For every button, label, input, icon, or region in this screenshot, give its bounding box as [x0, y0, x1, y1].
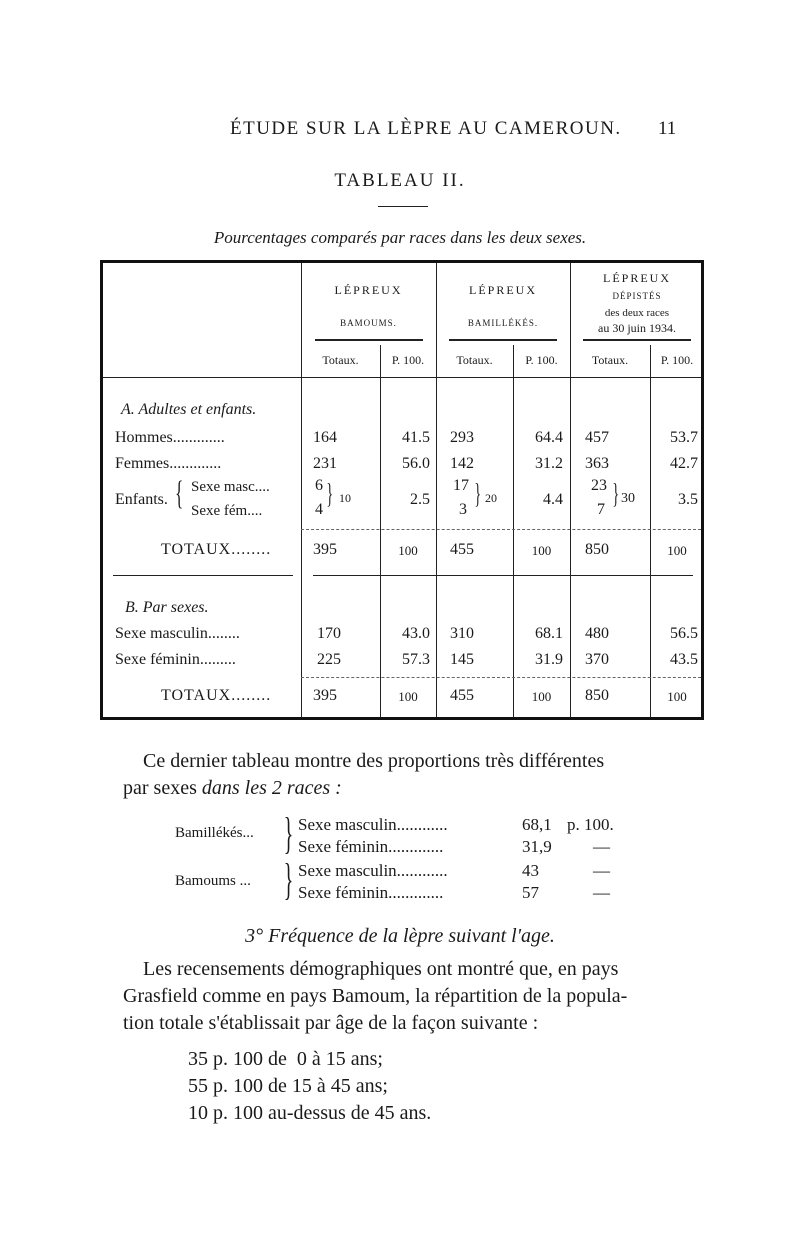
list-label: Sexe féminin............. [298, 837, 444, 856]
subtotal-rule [301, 529, 701, 530]
cell-value: 145 [450, 651, 474, 668]
list-label: Sexe féminin............. [298, 883, 444, 902]
group-bamillekes-subtitle: BAMILLÉKÉS. [467, 318, 539, 328]
group-bamoums-title: LÉPREUX [334, 283, 403, 297]
list-value: 57 [522, 883, 539, 902]
age-line: 35 p. 100 de 0 à 15 ans; [188, 1048, 383, 1070]
cell-value: 100 [398, 689, 418, 704]
cell-value: 170 [317, 625, 341, 642]
group-brace [449, 339, 557, 341]
brace: } [283, 855, 294, 904]
cell-value: 100 [531, 543, 552, 558]
brace: } [612, 479, 620, 510]
row-label: Femmes............. [115, 455, 222, 472]
cell-value: 100 [667, 543, 687, 558]
cell-value: 10 [339, 491, 351, 505]
brace: } [283, 809, 294, 858]
cell-value: 57.3 [402, 651, 430, 668]
paragraph-line: Grasfield comme en pays Bamoum, la répartition de la popula- [123, 985, 628, 1007]
cell-value: 850 [585, 541, 609, 558]
cell-value: 395 [313, 541, 337, 558]
cell-value: 17 [453, 477, 469, 494]
group-bamoums-subtitle: BAMOUMS. [340, 318, 397, 328]
title-rule [378, 206, 428, 207]
cell-value: 64.4 [535, 429, 563, 446]
cell-value: 370 [585, 651, 609, 668]
col-header-totaux: Totaux. [591, 353, 629, 367]
cell-value: 4 [315, 501, 323, 518]
column-divider [301, 263, 302, 717]
cell-value: 164 [313, 429, 337, 446]
paragraph-line: tion totale s'établissait par âge de la façon suivante : [123, 1012, 539, 1034]
cell-value: 225 [317, 651, 341, 668]
section-rule [313, 575, 693, 576]
enfants-fem-label: Sexe fém.... [191, 503, 263, 519]
cell-value: 53.7 [670, 429, 698, 446]
column-divider [436, 263, 437, 717]
group-depistes-line2: DÉPISTÉS [612, 291, 662, 301]
list-unit: — [593, 837, 610, 856]
paragraph-line [123, 777, 342, 800]
running-header: ÉTUDE SUR LA LÈPRE AU CAMEROUN. [230, 118, 622, 139]
row-label: Sexe féminin......... [115, 651, 236, 668]
cell-value: 395 [313, 687, 337, 704]
section-rule [113, 575, 293, 576]
paragraph-line: Les recensements démographiques ont montré que, en pays [143, 958, 619, 980]
cell-value: 142 [450, 455, 474, 472]
list-unit: — [593, 861, 610, 880]
cell-value: 6 [315, 477, 323, 494]
cell-value: 20 [485, 491, 497, 505]
group-bamillekes-title: LÉPREUX [469, 283, 537, 297]
list-label: Sexe masculin............ [298, 815, 448, 834]
brace: } [326, 479, 334, 510]
cell-value: 3 [459, 501, 467, 518]
cell-value: 43.5 [670, 651, 698, 668]
list-value: 43 [522, 861, 539, 880]
list-label: Sexe masculin............ [298, 861, 448, 880]
age-line: 10 p. 100 au-dessus de 45 ans. [188, 1102, 432, 1124]
group-depistes-line3: des deux races [604, 307, 670, 319]
cell-value: 293 [450, 429, 474, 446]
cell-value: 23 [591, 477, 607, 494]
bamoums-label: Bamoums ... [175, 873, 251, 889]
paragraph-line: Ce dernier tableau montre des proportions très différentes [143, 750, 605, 772]
age-line: 55 p. 100 de 15 à 45 ans; [188, 1075, 388, 1097]
cell-value: 455 [450, 687, 474, 704]
cell-value: 310 [450, 625, 474, 642]
cell-value: 2.5 [410, 491, 430, 508]
section-b-heading: B. Par sexes. [125, 599, 209, 616]
table-caption: Pourcentages comparés par races dans les deux sexes. [213, 228, 587, 247]
table-title: TABLEAU II. [334, 170, 466, 191]
list-unit: — [593, 883, 610, 902]
row-label: Sexe masculin........ [115, 625, 240, 642]
list-value: 68,1 [522, 815, 552, 834]
list-unit: p. 100. [567, 815, 614, 834]
paragraph-text: par sexes [123, 777, 202, 799]
group-brace [583, 339, 691, 341]
cell-value: 100 [531, 689, 552, 704]
cell-value: 457 [585, 429, 609, 446]
cell-value: 31.2 [535, 455, 563, 472]
col-header-totaux: Totaux. [322, 353, 359, 367]
section-a-heading: A. Adultes et enfants. [121, 401, 257, 418]
subtotal-rule [301, 677, 701, 678]
total-label: TOTAUX........ [161, 541, 272, 558]
brace: } [474, 479, 482, 510]
cell-value: 480 [585, 625, 609, 642]
cell-value: 42.7 [670, 455, 698, 472]
list-value: 31,9 [522, 837, 552, 856]
cell-value: 3.5 [678, 491, 698, 508]
statistics-table [100, 260, 704, 720]
row-label: Hommes............. [115, 429, 225, 446]
cell-value: 30 [621, 491, 635, 506]
cell-value: 31.9 [535, 651, 563, 668]
page-number: 11 [658, 118, 677, 139]
cell-value: 68.1 [535, 625, 563, 642]
total-label: TOTAUX........ [161, 687, 272, 704]
cell-value: 56.5 [670, 625, 698, 642]
enfants-label: Enfants. [115, 491, 168, 508]
brace: { [175, 475, 184, 512]
cell-value: 100 [398, 543, 418, 558]
section-3-heading: 3° Fréquence de la lèpre suivant l'age. [245, 925, 555, 947]
cell-value: 7 [597, 501, 605, 518]
cell-value: 363 [585, 455, 609, 472]
cell-value: 41.5 [402, 429, 430, 446]
group-depistes-title: LÉPREUX [603, 271, 671, 285]
cell-value: 56.0 [402, 455, 430, 472]
cell-value: 231 [313, 455, 337, 472]
group-brace [315, 339, 423, 341]
cell-value: 455 [450, 541, 474, 558]
cell-value: 850 [585, 687, 609, 704]
cell-value: 100 [667, 689, 687, 704]
col-header-pct: P. 100. [660, 353, 694, 367]
enfants-masc-label: Sexe masc.... [191, 479, 270, 495]
cell-value: 4.4 [543, 491, 563, 508]
paragraph-text-italic: dans les 2 races : [201, 777, 342, 799]
header-rule [103, 377, 701, 378]
cell-value: 43.0 [402, 625, 430, 642]
bamillekes-label: Bamillékés... [175, 825, 254, 841]
group-depistes-line4: au 30 juin 1934. [598, 321, 676, 335]
col-header-pct: P. 100. [391, 353, 425, 367]
col-header-totaux: Totaux. [456, 353, 493, 367]
col-header-pct: P. 100. [525, 353, 558, 367]
